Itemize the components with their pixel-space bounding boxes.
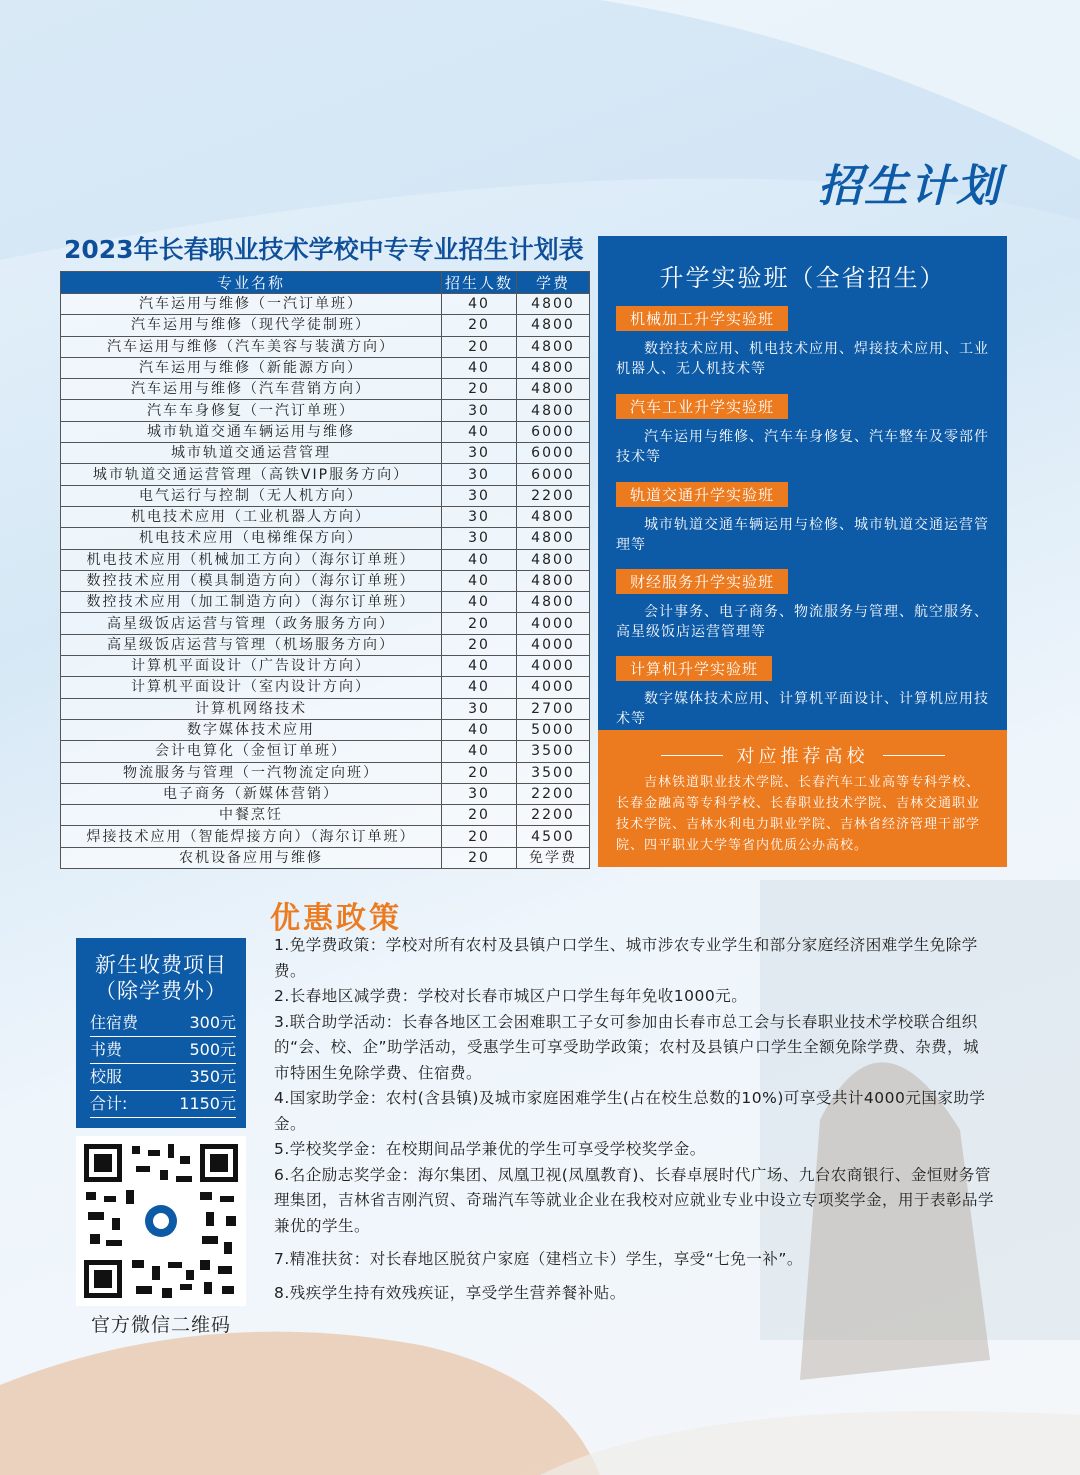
major-cell: 汽车运用与维修（新能源方向） — [61, 357, 442, 378]
major-cell: 电子商务（新媒体营销） — [61, 783, 442, 804]
enrollment-count-cell: 20 — [442, 847, 517, 868]
major-cell: 城市轨道交通运营管理（高铁VIP服务方向） — [61, 464, 442, 485]
table-row — [61, 698, 590, 719]
policy-title: 优惠政策 — [270, 901, 402, 936]
fee-value: 350元 — [189, 1067, 236, 1086]
tuition-cell: 4800 — [517, 592, 590, 613]
enrollment-count-cell: 40 — [442, 656, 517, 677]
major-cell: 电气运行与控制（无人机方向） — [61, 485, 442, 506]
tuition-cell: 免学费 — [517, 847, 590, 868]
tuition-cell: 4000 — [517, 656, 590, 677]
tuition-cell: 4000 — [517, 677, 590, 698]
enrollment-count-cell: 40 — [442, 741, 517, 762]
enrollment-count-cell: 20 — [442, 634, 517, 655]
experiment-item-desc: 汽车运用与维修、汽车车身修复、汽车整车及零部件技术等 — [616, 429, 989, 465]
table-row — [61, 613, 590, 634]
enrollment-count-cell: 20 — [442, 762, 517, 783]
table-header-row — [61, 272, 590, 294]
tuition-cell: 2200 — [517, 783, 590, 804]
table-row — [61, 741, 590, 762]
experiment-class-panel — [598, 236, 1007, 730]
fee-box — [76, 938, 246, 1128]
table-row — [61, 656, 590, 677]
tuition-cell: 6000 — [517, 421, 590, 442]
major-cell: 汽车运用与维修（现代学徒制班） — [61, 315, 442, 336]
fee-row — [90, 1091, 236, 1118]
table-row — [61, 762, 590, 783]
enrollment-count-cell: 40 — [442, 421, 517, 442]
enrollment-count-cell: 30 — [442, 783, 517, 804]
experiment-item — [616, 569, 991, 642]
major-cell: 物流服务与管理（一汽物流定向班） — [61, 762, 442, 783]
column-header-tuition: 学费 — [517, 272, 590, 294]
policy-item: 1.免学费政策：学校对所有农村及县镇户口学生、城市涉农专业学生和部分家庭经济困难学生免除学费。 — [274, 936, 978, 980]
recommended-colleges-title: 对应推荐高校 — [736, 746, 869, 767]
fee-label: 合计: — [90, 1094, 128, 1113]
tuition-cell: 3500 — [517, 741, 590, 762]
enrollment-count-cell: 30 — [442, 528, 517, 549]
table-row — [61, 826, 590, 847]
fee-title-line1: 新生收费项目 — [95, 953, 227, 977]
experiment-item — [616, 482, 991, 555]
policy-item: 4.国家助学金：农村(含县镇)及城市家庭困难学生(占在校生总数的10%)可享受共计4000元国家助学金。 — [274, 1089, 986, 1133]
policy-item: 3.联合助学活动：长春各地区工会困难职工子女可参加由长春市总工会与长春职业技术学校联合组织的“会、校、企”助学活动，受惠学生可享受助学政策；农村及县镇户口学生全额免除学费、杂费，城市特困生免除学费、住宿费。 — [274, 1012, 980, 1082]
major-cell: 农机设备应用与维修 — [61, 847, 442, 868]
experiment-item-tag: 轨道交通升学实验班 — [616, 482, 788, 507]
tuition-cell: 6000 — [517, 443, 590, 464]
page-title: 招生计划 — [818, 161, 1002, 212]
major-cell: 机电技术应用（电梯维保方向） — [61, 528, 442, 549]
policy-item: 6.名企励志奖学金：海尔集团、凤凰卫视(凤凰教育)、长春卓展时代广场、九台农商银行、金恒财务管理集团，吉林省吉刚汽贸、奇瑞汽车等就业企业在我校对应就业专业中设立专项奖学金，用于表彰品学兼优的学生。 — [274, 1165, 995, 1235]
experiment-item — [616, 656, 991, 729]
enrollment-count-cell: 20 — [442, 315, 517, 336]
tuition-cell: 4800 — [517, 570, 590, 591]
enrollment-count-cell: 20 — [442, 826, 517, 847]
table-row — [61, 677, 590, 698]
tuition-cell: 4800 — [517, 357, 590, 378]
qr-caption: 官方微信二维码 — [90, 1314, 231, 1336]
table-row — [61, 294, 590, 315]
major-cell: 高星级饭店运营与管理（政务服务方向） — [61, 613, 442, 634]
experiment-item-desc: 数字媒体技术应用、计算机平面设计、计算机应用技术等 — [616, 691, 989, 727]
table-row — [61, 528, 590, 549]
experiment-item-desc: 城市轨道交通车辆运用与检修、城市轨道交通运营管理等 — [616, 517, 989, 553]
major-cell: 数控技术应用（加工制造方向）（海尔订单班） — [61, 592, 442, 613]
enrollment-count-cell: 40 — [442, 719, 517, 740]
tuition-cell: 6000 — [517, 464, 590, 485]
experiment-item — [616, 306, 991, 379]
tuition-cell: 4500 — [517, 826, 590, 847]
fee-label: 住宿费 — [90, 1013, 139, 1032]
enrollment-count-cell: 40 — [442, 294, 517, 315]
enrollment-count-cell: 40 — [442, 357, 517, 378]
table-row — [61, 506, 590, 527]
enrollment-count-cell: 20 — [442, 613, 517, 634]
fee-value: 500元 — [189, 1040, 236, 1059]
enrollment-count-cell: 20 — [442, 336, 517, 357]
major-cell: 汽车运用与维修（汽车营销方向） — [61, 379, 442, 400]
policy-item: 8.残疾学生持有效残疾证，享受学生营养餐补贴。 — [274, 1283, 626, 1302]
table-row — [61, 847, 590, 868]
enrollment-count-cell: 30 — [442, 400, 517, 421]
policy-item: 5.学校奖学金：在校期间品学兼优的学生可享受学校奖学金。 — [274, 1140, 706, 1158]
table-row — [61, 783, 590, 804]
major-cell: 机电技术应用（机械加工方向）（海尔订单班） — [61, 549, 442, 570]
table-row — [61, 805, 590, 826]
fee-row — [90, 1064, 236, 1091]
table-row — [61, 634, 590, 655]
divider-line — [883, 755, 945, 756]
tuition-cell: 4800 — [517, 549, 590, 570]
fee-value: 300元 — [189, 1013, 236, 1032]
experiment-item-tag: 计算机升学实验班 — [616, 656, 772, 681]
table-title: 2023年长春职业技术学校中专专业招生计划表 — [64, 235, 584, 264]
table-row — [61, 400, 590, 421]
tuition-cell: 4800 — [517, 336, 590, 357]
tuition-cell: 5000 — [517, 719, 590, 740]
fee-value: 1150元 — [179, 1094, 236, 1113]
table-row — [61, 315, 590, 336]
enrollment-count-cell: 40 — [442, 592, 517, 613]
major-cell: 计算机平面设计（室内设计方向） — [61, 677, 442, 698]
policy-item: 2.长春地区减学费：学校对长春市城区户口学生每年免收1000元。 — [274, 987, 748, 1005]
enrollment-count-cell: 40 — [442, 549, 517, 570]
enrollment-count-cell: 40 — [442, 677, 517, 698]
experiment-item-desc: 会计事务、电子商务、物流服务与管理、航空服务、高星级饭店运营管理等 — [616, 604, 989, 640]
enrollment-count-cell: 30 — [442, 506, 517, 527]
fee-title-line2: （除学费外） — [95, 979, 227, 1003]
enrollment-count-cell: 30 — [442, 443, 517, 464]
major-cell: 汽车运用与维修（汽车美容与装潢方向） — [61, 336, 442, 357]
major-cell: 计算机平面设计（广告设计方向） — [61, 656, 442, 677]
major-cell: 汽车车身修复（一汽订单班） — [61, 400, 442, 421]
table-row — [61, 464, 590, 485]
table-row — [61, 336, 590, 357]
major-cell: 数控技术应用（模具制造方向）（海尔订单班） — [61, 570, 442, 591]
major-cell: 高星级饭店运营与管理（机场服务方向） — [61, 634, 442, 655]
major-cell: 城市轨道交通车辆运用与维修 — [61, 421, 442, 442]
recommended-colleges-header — [598, 742, 1007, 768]
table-row — [61, 357, 590, 378]
tuition-cell: 4000 — [517, 613, 590, 634]
major-cell: 城市轨道交通运营管理 — [61, 443, 442, 464]
enrollment-plan-table — [60, 271, 590, 869]
policy-list — [274, 933, 994, 1306]
tuition-cell: 4800 — [517, 506, 590, 527]
enrollment-count-cell: 20 — [442, 805, 517, 826]
table-row — [61, 570, 590, 591]
enrollment-count-cell: 30 — [442, 464, 517, 485]
tuition-cell: 4000 — [517, 634, 590, 655]
major-cell: 焊接技术应用（智能焊接方向）（海尔订单班） — [61, 826, 442, 847]
table-row — [61, 421, 590, 442]
table-body — [61, 294, 590, 869]
policy-item: 7.精准扶贫：对长春地区脱贫户家庭（建档立卡）学生，享受“七免一补”。 — [274, 1250, 803, 1268]
experiment-item-desc: 数控技术应用、机电技术应用、焊接技术应用、工业机器人、无人机技术等 — [616, 341, 989, 377]
column-header-count: 招生人数 — [442, 272, 517, 294]
tuition-cell: 4800 — [517, 379, 590, 400]
fee-row — [90, 1010, 236, 1037]
tuition-cell: 4800 — [517, 294, 590, 315]
table-row — [61, 592, 590, 613]
table-row — [61, 485, 590, 506]
tuition-cell: 3500 — [517, 762, 590, 783]
fee-label: 书费 — [90, 1040, 123, 1059]
tuition-cell: 4800 — [517, 528, 590, 549]
tuition-cell: 4800 — [517, 315, 590, 336]
table-row — [61, 549, 590, 570]
major-cell: 汽车运用与维修（一汽订单班） — [61, 294, 442, 315]
experiment-item-tag: 机械加工升学实验班 — [616, 306, 788, 331]
experiment-item — [616, 394, 991, 467]
tuition-cell: 2700 — [517, 698, 590, 719]
major-cell: 数字媒体技术应用 — [61, 719, 442, 740]
tuition-cell: 4800 — [517, 400, 590, 421]
recommended-colleges-desc: 吉林铁道职业技术学院、长春汽车工业高等专科学校、长春金融高等专科学校、长春职业技术学院、吉林交通职业技术学院、吉林水利电力职业学院、吉林省经济管理干部学院、四平职业大学等省内优质公办高校。 — [616, 775, 981, 853]
table-row — [61, 379, 590, 400]
table-row — [61, 719, 590, 740]
column-header-major: 专业名称 — [61, 272, 442, 294]
experiment-item-tag: 财经服务升学实验班 — [616, 569, 788, 594]
recommended-colleges-panel — [598, 730, 1007, 867]
enrollment-count-cell: 30 — [442, 698, 517, 719]
major-cell: 计算机网络技术 — [61, 698, 442, 719]
divider-line — [661, 755, 723, 756]
fee-row — [90, 1037, 236, 1064]
major-cell: 中餐烹饪 — [61, 805, 442, 826]
major-cell: 会计电算化（金恒订单班） — [61, 741, 442, 762]
tuition-cell: 2200 — [517, 805, 590, 826]
fee-label: 校服 — [90, 1067, 123, 1086]
experiment-panel-title: 升学实验班（全省招生） — [659, 264, 946, 292]
enrollment-count-cell: 20 — [442, 379, 517, 400]
tuition-cell: 2200 — [517, 485, 590, 506]
table-row — [61, 443, 590, 464]
major-cell: 机电技术应用（工业机器人方向） — [61, 506, 442, 527]
wechat-qr-code[interactable] — [76, 1136, 246, 1306]
enrollment-count-cell: 30 — [442, 485, 517, 506]
experiment-item-tag: 汽车工业升学实验班 — [616, 394, 788, 419]
enrollment-count-cell: 40 — [442, 570, 517, 591]
